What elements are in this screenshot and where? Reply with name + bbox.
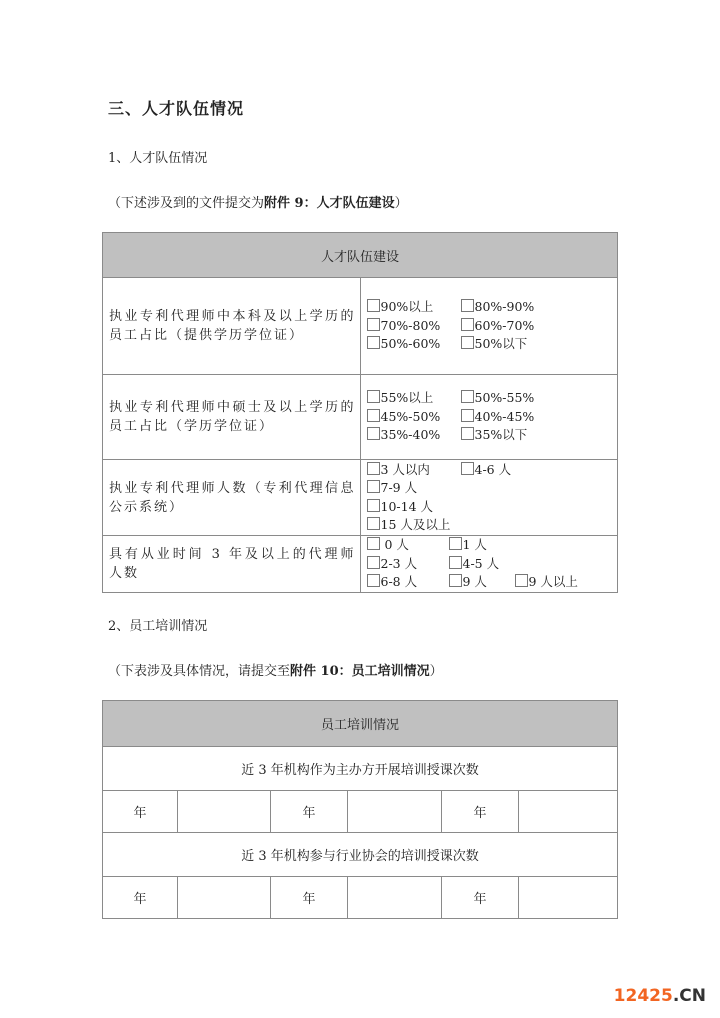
- checkbox-icon[interactable]: [367, 462, 380, 475]
- table-row: [103, 375, 618, 460]
- training-table: [102, 700, 618, 919]
- checkbox-icon[interactable]: [367, 336, 380, 349]
- option-row: [367, 479, 618, 498]
- row-label: 具有从业时间 3 年及以上的代理师人数: [103, 536, 361, 593]
- checkbox-option[interactable]: [367, 389, 434, 408]
- table-row: [103, 791, 618, 833]
- checkbox-label: 50%-60%: [380, 336, 441, 352]
- checkbox-icon[interactable]: [367, 517, 380, 530]
- checkbox-label: 9 人: [462, 574, 487, 590]
- watermark-suffix: .CN: [672, 986, 706, 1006]
- year-label: 年: [271, 791, 348, 833]
- value-cell[interactable]: [519, 877, 618, 919]
- table-row: [103, 278, 618, 375]
- option-row: [367, 461, 618, 480]
- table-row: [103, 877, 618, 919]
- checkbox-label: 6-8 人: [380, 574, 418, 590]
- checkbox-label: 9 人以上: [528, 574, 578, 590]
- checkbox-icon[interactable]: [461, 409, 474, 422]
- option-row: [367, 335, 618, 354]
- watermark-number: 12425: [613, 986, 673, 1006]
- checkbox-label: 50%以下: [474, 336, 528, 352]
- checkbox-label: 35%以下: [474, 427, 528, 443]
- attachment-note-training: [108, 660, 443, 679]
- checkbox-label: 1 人: [462, 537, 487, 553]
- checkbox-option[interactable]: [461, 389, 535, 408]
- checkbox-label: 80%-90%: [474, 299, 535, 315]
- option-row: [367, 317, 618, 336]
- checkbox-option[interactable]: [367, 461, 430, 480]
- checkbox-option[interactable]: [461, 461, 512, 480]
- subsection-title-talent: 1、人才队伍情况: [108, 151, 208, 166]
- checkbox-option[interactable]: [367, 573, 418, 592]
- checkbox-option[interactable]: [515, 573, 578, 592]
- year-label: 年: [442, 877, 519, 919]
- section-host-training: 近 3 年机构作为主办方开展培训授课次数: [103, 747, 618, 791]
- checkbox-icon[interactable]: [367, 318, 380, 331]
- section-title: 三、人才队伍情况: [108, 99, 245, 118]
- talent-table: [102, 232, 618, 593]
- checkbox-label: 10-14 人: [380, 498, 434, 514]
- checkbox-icon[interactable]: [461, 318, 474, 331]
- checkbox-label: 4-6 人: [474, 461, 512, 477]
- checkbox-icon[interactable]: [449, 537, 462, 550]
- year-label: 年: [442, 791, 519, 833]
- checkbox-icon[interactable]: [461, 299, 474, 312]
- option-row: [367, 389, 618, 408]
- checkbox-option[interactable]: [449, 536, 487, 555]
- checkbox-option[interactable]: [367, 426, 441, 445]
- note-suffix: ）: [394, 196, 408, 211]
- checkbox-label: 60%-70%: [474, 317, 535, 333]
- checkbox-option[interactable]: [461, 317, 535, 336]
- note-attachment: 附件 9：人才队伍建设: [264, 196, 395, 211]
- checkbox-option[interactable]: [367, 516, 451, 535]
- checkbox-icon[interactable]: [367, 574, 380, 587]
- checkbox-icon[interactable]: [367, 537, 380, 550]
- checkbox-icon[interactable]: [461, 462, 474, 475]
- value-cell[interactable]: [348, 877, 442, 919]
- checkbox-icon[interactable]: [461, 336, 474, 349]
- checkbox-option[interactable]: [449, 555, 500, 574]
- checkbox-label: 4-5 人: [462, 555, 500, 571]
- checkbox-icon[interactable]: [367, 409, 380, 422]
- row-label: 执业专利代理师中硕士及以上学历的员工占比（学历学位证）: [103, 375, 361, 460]
- checkbox-label: 40%-45%: [474, 408, 535, 424]
- checkbox-icon[interactable]: [367, 427, 380, 440]
- checkbox-icon[interactable]: [449, 574, 462, 587]
- checkbox-label: 2-3 人: [380, 555, 418, 571]
- checkbox-icon[interactable]: [367, 480, 380, 493]
- checkbox-label: 0 人: [380, 537, 409, 553]
- checkbox-option[interactable]: [449, 573, 487, 592]
- checkbox-option[interactable]: [461, 408, 535, 427]
- year-label: 年: [271, 877, 348, 919]
- attachment-note-talent: [108, 192, 408, 211]
- checkbox-option[interactable]: [461, 298, 535, 317]
- checkbox-icon[interactable]: [449, 556, 462, 569]
- row-options: [360, 278, 618, 375]
- year-label: 年: [103, 791, 178, 833]
- row-options: [360, 460, 618, 536]
- checkbox-icon[interactable]: [461, 390, 474, 403]
- option-row: [367, 536, 618, 555]
- option-row: [367, 408, 618, 427]
- checkbox-label: 35%-40%: [380, 427, 441, 443]
- note-attachment: 附件 10：员工培训情况: [290, 664, 430, 679]
- checkbox-label: 50%-55%: [474, 390, 535, 406]
- section-association-training: 近 3 年机构参与行业协会的培训授课次数: [103, 833, 618, 877]
- checkbox-option[interactable]: [367, 335, 441, 354]
- checkbox-label: 3 人以内: [380, 461, 430, 477]
- option-row: [367, 498, 618, 517]
- note-suffix: ）: [429, 664, 443, 679]
- talent-table-header: 人才队伍建设: [103, 233, 618, 278]
- checkbox-option[interactable]: [367, 317, 441, 336]
- checkbox-icon[interactable]: [367, 499, 380, 512]
- training-table-header: 员工培训情况: [103, 701, 618, 747]
- option-row: [367, 555, 618, 574]
- value-cell[interactable]: [519, 791, 618, 833]
- checkbox-icon[interactable]: [461, 427, 474, 440]
- option-row: [367, 298, 618, 317]
- note-prefix: （下述涉及到的文件提交为: [108, 196, 265, 211]
- row-options: [360, 375, 618, 460]
- checkbox-option[interactable]: [367, 555, 418, 574]
- row-options: [360, 536, 618, 593]
- checkbox-option[interactable]: [367, 479, 418, 498]
- option-row: [367, 516, 618, 535]
- row-label: 执业专利代理师人数（专利代理信息公示系统）: [103, 460, 361, 536]
- checkbox-option[interactable]: [367, 536, 409, 555]
- value-cell[interactable]: [178, 877, 271, 919]
- subsection-title-training: 2、员工培训情况: [108, 619, 208, 634]
- table-row: [103, 460, 618, 536]
- checkbox-option[interactable]: [367, 408, 441, 427]
- row-label: 执业专利代理师中本科及以上学历的员工占比（提供学历学位证）: [103, 278, 361, 375]
- checkbox-label: 15 人及以上: [380, 517, 451, 532]
- checkbox-label: 7-9 人: [380, 480, 418, 495]
- checkbox-icon[interactable]: [367, 556, 380, 569]
- checkbox-icon[interactable]: [367, 390, 380, 403]
- checkbox-label: 70%-80%: [380, 317, 441, 333]
- checkbox-label: 90%以上: [380, 299, 434, 315]
- checkbox-icon[interactable]: [367, 299, 380, 312]
- checkbox-label: 45%-50%: [380, 408, 441, 424]
- checkbox-label: 55%以上: [380, 390, 434, 406]
- table-row: [103, 536, 618, 593]
- checkbox-option[interactable]: [461, 335, 528, 354]
- option-row: [367, 426, 618, 445]
- checkbox-option[interactable]: [367, 298, 434, 317]
- checkbox-option[interactable]: [367, 498, 434, 517]
- value-cell[interactable]: [348, 791, 442, 833]
- checkbox-icon[interactable]: [515, 574, 528, 587]
- value-cell[interactable]: [178, 791, 271, 833]
- option-row: [367, 573, 618, 592]
- year-label: 年: [103, 877, 178, 919]
- note-prefix: （下表涉及具体情况，请提交至: [108, 664, 291, 679]
- checkbox-option[interactable]: [461, 426, 528, 445]
- site-watermark-logo: [614, 986, 706, 1006]
